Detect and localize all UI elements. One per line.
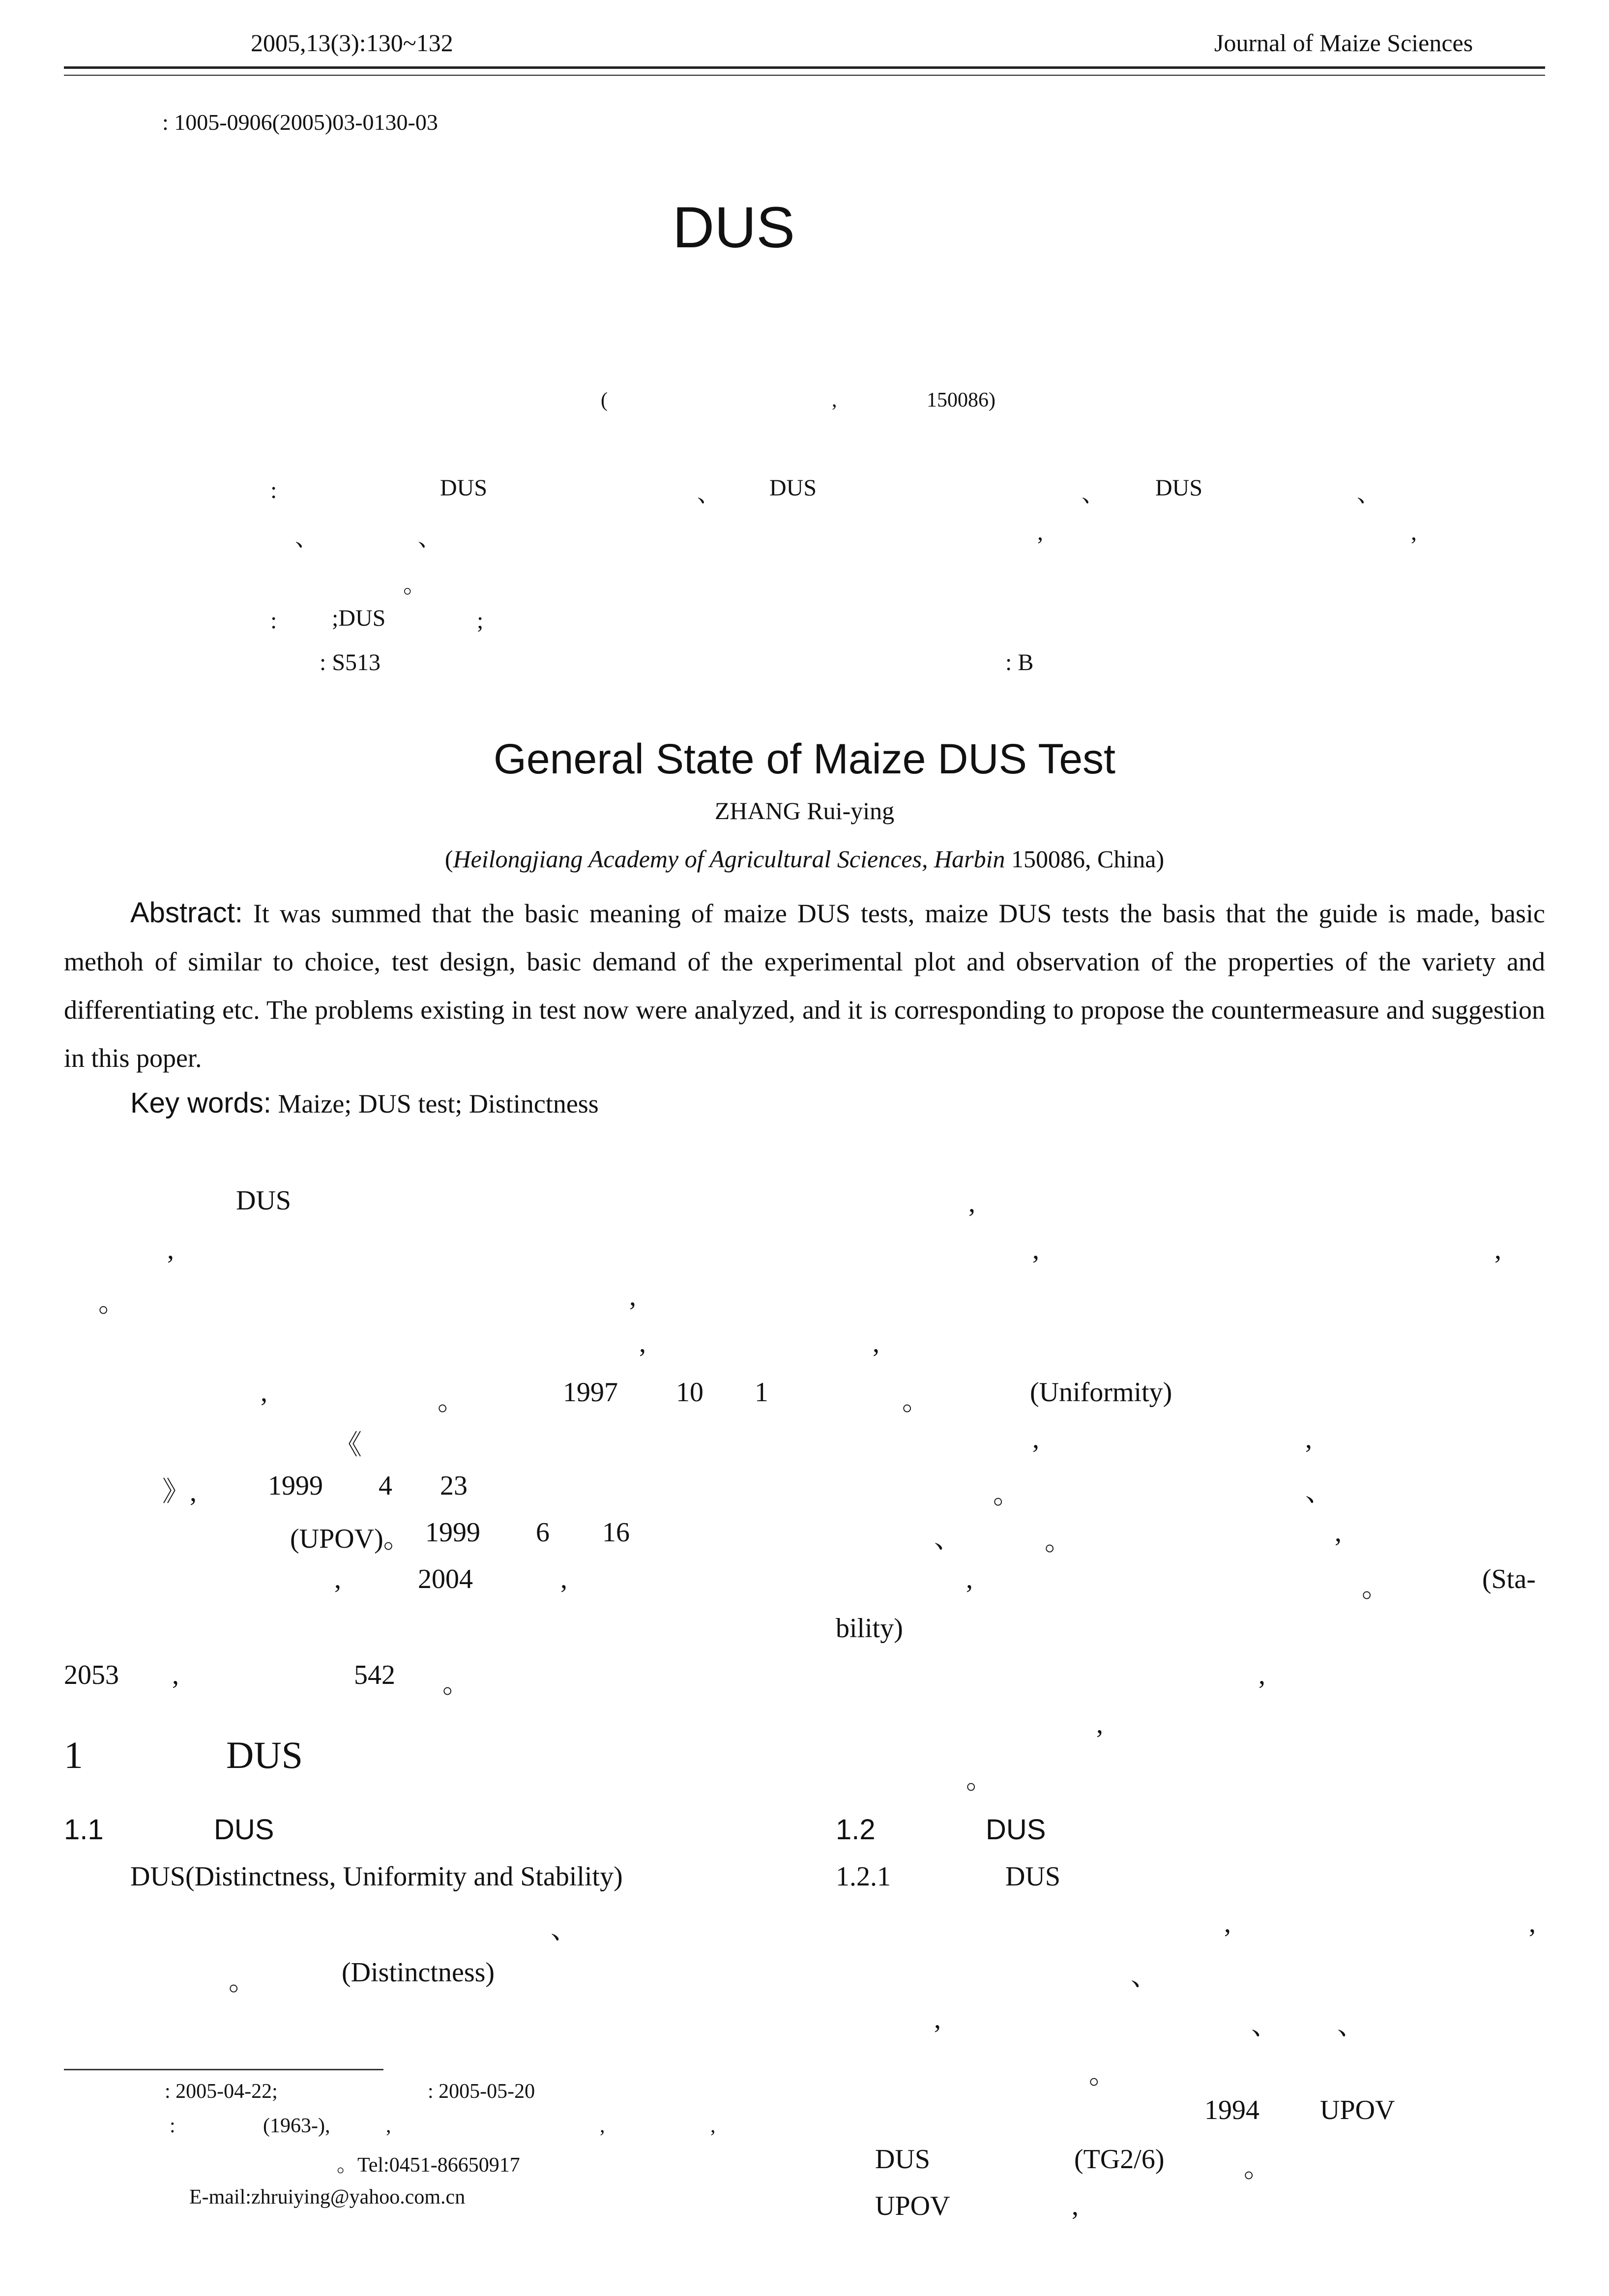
section-1-title: DUS — [226, 1734, 303, 1776]
body-left-mark-5: 。 — [438, 1386, 465, 1416]
body-left-upov: (UPOV)。 — [290, 1524, 411, 1554]
affiliation-en-institution: Heilongjiang Academy of Agricultural Sciences, Harbin — [453, 845, 1005, 873]
body-left-comma-2: , — [167, 1235, 174, 1265]
footnote-revised: : 2005-05-20 — [428, 2080, 535, 2103]
footnote-bio-years: (1963-), — [263, 2115, 330, 2137]
body-left-mark-10: 。 — [442, 1669, 470, 1699]
body-right-stability-b: bility) — [836, 1613, 903, 1644]
subsection-1-2-dun-3: 、 — [1337, 2010, 1365, 2041]
body-left-book-close: 》, — [162, 1477, 197, 1507]
class-number: : S513 — [320, 649, 381, 676]
body-mid-comma-1: , — [968, 1188, 975, 1218]
affiliation-en-open: ( — [444, 845, 453, 873]
body-left-10: 10 — [676, 1377, 703, 1408]
affiliation-cn-open: ( — [601, 389, 608, 412]
subsection-1-2-tg: (TG2/6) — [1074, 2144, 1165, 2175]
body-mid-comma-5: , — [639, 1328, 646, 1358]
body-left-16: 16 — [602, 1517, 630, 1548]
abstract-cn-dun-3: 、 — [1357, 481, 1381, 507]
header-rule-thick — [64, 66, 1545, 69]
keywords-cn-colon: : — [270, 608, 277, 634]
body-left-4: 4 — [379, 1471, 392, 1501]
body-right-comma-6: , — [1032, 1424, 1039, 1454]
footnote-rule — [64, 2069, 383, 2070]
body-left-1997: 1997 — [563, 1377, 618, 1408]
subsection-1-1-distinctness: (Distinctness) — [342, 1957, 495, 1988]
affiliation-cn-postcode: 150086) — [927, 389, 995, 412]
footnote-bio-colon: : — [170, 2115, 176, 2137]
keywords-cn-semicolon: ; — [477, 608, 484, 634]
body-right-comma-9: , — [966, 1564, 973, 1594]
body-mid-comma-3: , — [1494, 1235, 1501, 1265]
subsection-1-2-1-number: 1.2.1 — [836, 1861, 891, 1892]
subsection-1-2-comma-1: , — [1224, 1908, 1231, 1939]
subsection-1-2-comma-7: , — [1072, 2191, 1079, 2221]
abstract-cn-comma-2: , — [1411, 519, 1417, 545]
body-left-1999-b: 1999 — [425, 1517, 480, 1548]
body-left-6: 6 — [536, 1517, 550, 1548]
subsection-1-1-mark: 。 — [229, 1966, 256, 1997]
body-dus-1: DUS — [236, 1185, 292, 1216]
body-left-comma-5: , — [261, 1377, 267, 1408]
subsection-1-1-dun: 、 — [551, 1914, 578, 1945]
subsection-1-1-title: DUS — [214, 1814, 274, 1846]
header-citation: 2005,13(3):130~132 — [251, 29, 453, 57]
section-1-number: 1 — [64, 1734, 83, 1776]
body-left-1: 1 — [755, 1377, 768, 1408]
abstract-en-text: It was summed that the basic meaning of maize DUS tests, maize DUS tests the basis that the guide is made, basic methoh of similar to choice, test design, basic demand of the experimental plot and observation of the properties of the variety and differentiating etc. The problems existing in test now were analyzed, and it is corresponding to propose the countermeasure and suggestion in this poper. — [64, 899, 1545, 1073]
affiliation-cn-comma: , — [832, 389, 837, 412]
abstract-cn-dun-2: 、 — [1082, 481, 1106, 507]
subsection-1-2-mark-4: 。 — [1089, 2060, 1116, 2090]
keywords-en — [130, 1087, 599, 1119]
body-right-dun-7: 、 — [1305, 1477, 1333, 1507]
affiliation-en — [0, 845, 1609, 873]
subsection-1-2-1994: 1994 — [1204, 2095, 1259, 2125]
abstract-en-label: Abstract: — [130, 897, 243, 929]
abstract-en — [64, 889, 1545, 1082]
footnote-bio-comma: , — [386, 2115, 391, 2137]
keywords-cn-dus: ;DUS — [332, 605, 386, 631]
subsection-1-1-line1: DUS(Distinctness, Uniformity and Stability) — [130, 1861, 623, 1892]
body-left-542: 542 — [354, 1660, 395, 1690]
body-left-mark-3: 。 — [98, 1288, 126, 1318]
doc-number: : 1005-0906(2005)03-0130-03 — [162, 110, 438, 135]
title-en: General State of Maize DUS Test — [493, 736, 1116, 783]
subsection-1-2-title: DUS — [986, 1814, 1046, 1846]
body-left-2053: 2053 — [64, 1660, 119, 1690]
footnote-email: E-mail:zhruiying@yahoo.com.cn — [189, 2186, 466, 2208]
body-left-23: 23 — [440, 1471, 468, 1501]
subsection-1-2-dun-1: 、 — [1131, 1961, 1158, 1992]
body-right-dun-8: 、 — [934, 1524, 962, 1554]
body-left-1999-a: 1999 — [268, 1471, 323, 1501]
abstract-cn-dun-4: 、 — [295, 525, 319, 551]
subsection-1-2-comma-3: , — [934, 2004, 941, 2034]
subsection-1-2-1-title: DUS — [1005, 1861, 1061, 1892]
body-right-mark-13: 。 — [966, 1765, 994, 1795]
abstract-cn-label-colon: : — [270, 477, 277, 503]
body-mid-comma-6: , — [873, 1328, 879, 1358]
subsection-1-2-mark-6: 。 — [1244, 2153, 1271, 2183]
body-right-uniformity: (Uniformity) — [1030, 1377, 1172, 1408]
subsection-1-2-number: 1.2 — [836, 1814, 876, 1846]
footnote-received: : 2005-04-22; — [165, 2080, 278, 2103]
body-right-comma-12: , — [1096, 1709, 1103, 1739]
body-left-book-open: 《 — [334, 1430, 362, 1461]
header-rule-thin — [64, 75, 1545, 76]
abstract-cn-dus-3: DUS — [1155, 475, 1203, 501]
abstract-cn-dun-5: 、 — [418, 525, 442, 551]
keywords-en-text: Maize; DUS test; Distinctness — [271, 1089, 599, 1119]
subsection-1-2-upov-b: UPOV — [875, 2191, 950, 2221]
subsection-1-2-dus: DUS — [875, 2144, 931, 2175]
body-left-comma-9b: , — [560, 1564, 567, 1594]
body-left-comma-9: , — [334, 1564, 341, 1594]
document-code: : B — [1005, 649, 1034, 676]
abstract-cn-mark: 。 — [403, 572, 427, 598]
abstract-cn-comma-1: , — [1037, 519, 1043, 545]
body-left-comma-10: , — [172, 1660, 179, 1690]
body-right-comma-11: , — [1258, 1660, 1265, 1690]
abstract-cn-dun-1: 、 — [697, 481, 721, 507]
title-cn: DUS — [673, 195, 795, 260]
abstract-cn-dus-1: DUS — [440, 475, 488, 501]
footnote-tel: 。Tel:0451-86650917 — [337, 2154, 520, 2177]
author-en: ZHANG Rui-ying — [714, 797, 895, 824]
footnote-bio-comma-2: , — [600, 2115, 605, 2137]
body-right-comma-6b: , — [1305, 1424, 1312, 1454]
subsection-1-2-dun-2: 、 — [1251, 2010, 1279, 2041]
keywords-en-label: Key words: — [130, 1087, 271, 1119]
abstract-cn-dus-2: DUS — [769, 475, 817, 501]
body-right-comma-8: , — [1335, 1517, 1342, 1548]
affiliation-en-rest: 150086, China) — [1005, 845, 1165, 873]
body-left-2004: 2004 — [418, 1564, 473, 1594]
body-right-mark-9: 。 — [1362, 1573, 1389, 1603]
subsection-1-1-number: 1.1 — [64, 1814, 104, 1846]
subsection-1-2-upov-a: UPOV — [1320, 2095, 1395, 2125]
subsection-1-2-comma-2: , — [1529, 1908, 1536, 1939]
body-right-mark-8: 。 — [1045, 1526, 1072, 1557]
body-mid-comma-4: , — [629, 1281, 636, 1312]
body-right-mark-7: 。 — [993, 1479, 1021, 1510]
header-journal: Journal of Maize Sciences — [1214, 29, 1473, 57]
body-right-stability-a: (Sta- — [1482, 1564, 1536, 1594]
footnote-bio-comma-3: , — [710, 2115, 716, 2137]
body-mid-comma-2: , — [1032, 1235, 1039, 1265]
body-right-mark-5: 。 — [902, 1386, 930, 1416]
